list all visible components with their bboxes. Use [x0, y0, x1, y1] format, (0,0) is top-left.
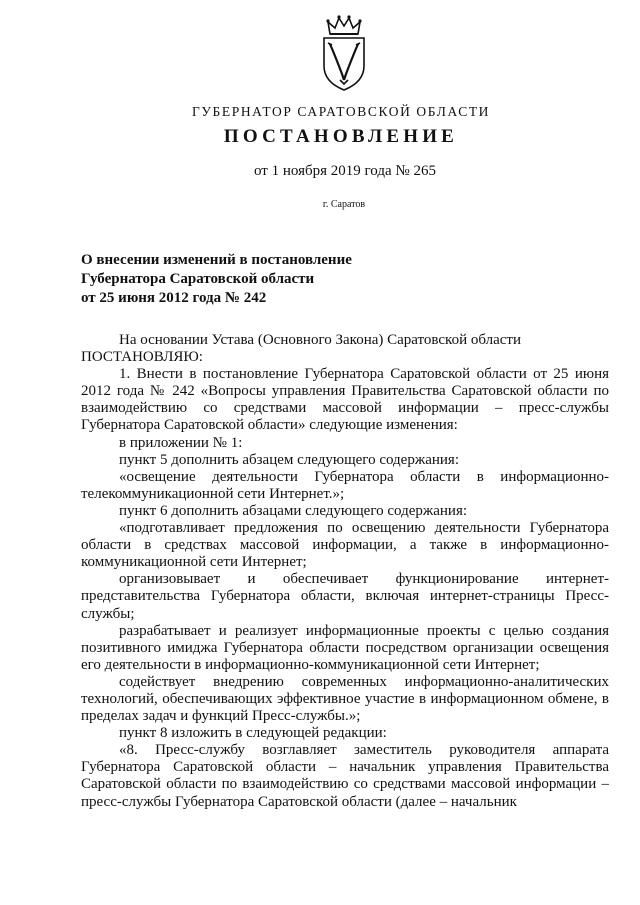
document-title: ПОСТАНОВЛЕНИЕ: [223, 126, 459, 147]
coat-of-arms-icon: [318, 14, 370, 92]
body-paragraph: На основании Устава (Основного Закона) Саратовской области: [119, 332, 522, 348]
body-paragraph: пункт 8 изложить в следующей редакции:: [119, 725, 387, 742]
document-subject: [81, 251, 441, 308]
document-city: г. Саратов: [322, 199, 366, 210]
body-paragraph: ПОСТАНОВЛЯЮ:: [81, 349, 203, 366]
body-paragraph: разрабатывает и реализует информационные проекты с целью создания позитивного имиджа Губернатора области посредством организации освещения его деятельности в информационно-коммуникационной сети Интернет;: [81, 622, 609, 673]
document-body: [81, 332, 609, 811]
body-paragraph: в приложении № 1:: [119, 434, 243, 451]
subject-line: Губернатора Саратовской области: [81, 271, 315, 287]
body-paragraph: 1. Внести в постановление Губернатора Саратовской области от 25 июня 2012 года № 242 «Вопросы управления Правительства Саратовской области по взаимодействию со средствами массовой информации – пресс-службы Губернатора Саратовской области» следующие изменения:: [81, 366, 609, 434]
document-date-number: от 1 ноября 2019 года № 265: [254, 163, 436, 179]
body-paragraph: пункт 6 дополнить абзацами следующего содержания:: [119, 502, 468, 519]
body-paragraph: содействует внедрению современных информационно-аналитических технологий, обеспечивающих эффективное участие в информационном обмене, в пределах задач и функций Пресс-службы.»;: [81, 673, 609, 725]
issuing-authority: ГУБЕРНАТОР САРАТОВСКОЙ ОБЛАСТИ: [191, 104, 491, 119]
subject-line: О внесении изменений в постановление: [81, 252, 352, 268]
body-paragraph: «освещение деятельности Губернатора области в информационно-телекоммуникационной сети Интернет.»;: [81, 468, 609, 502]
subject-line: от 25 июня 2012 года № 242: [81, 290, 267, 306]
body-paragraph: пункт 5 дополнить абзацем следующего содержания:: [119, 451, 459, 468]
body-paragraph: «8. Пресс-службу возглавляет заместитель руководителя аппарата Губернатора Саратовской области – начальник управления Правительства Саратовской области по взаимодействию со средствами массовой информации – пресс-службы Губернатора Саратовской области (далее – начальник: [81, 742, 609, 810]
body-paragraph: организовывает и обеспечивает функционирование интернет-представительства Губернатора области, включая интернет-страницы Пресс-службы;: [81, 571, 609, 622]
body-paragraph: «подготавливает предложения по освещению деятельности Губернатора области в средствах массовой информации, а также в информационно-коммуникационной сети Интернет;: [81, 520, 609, 571]
